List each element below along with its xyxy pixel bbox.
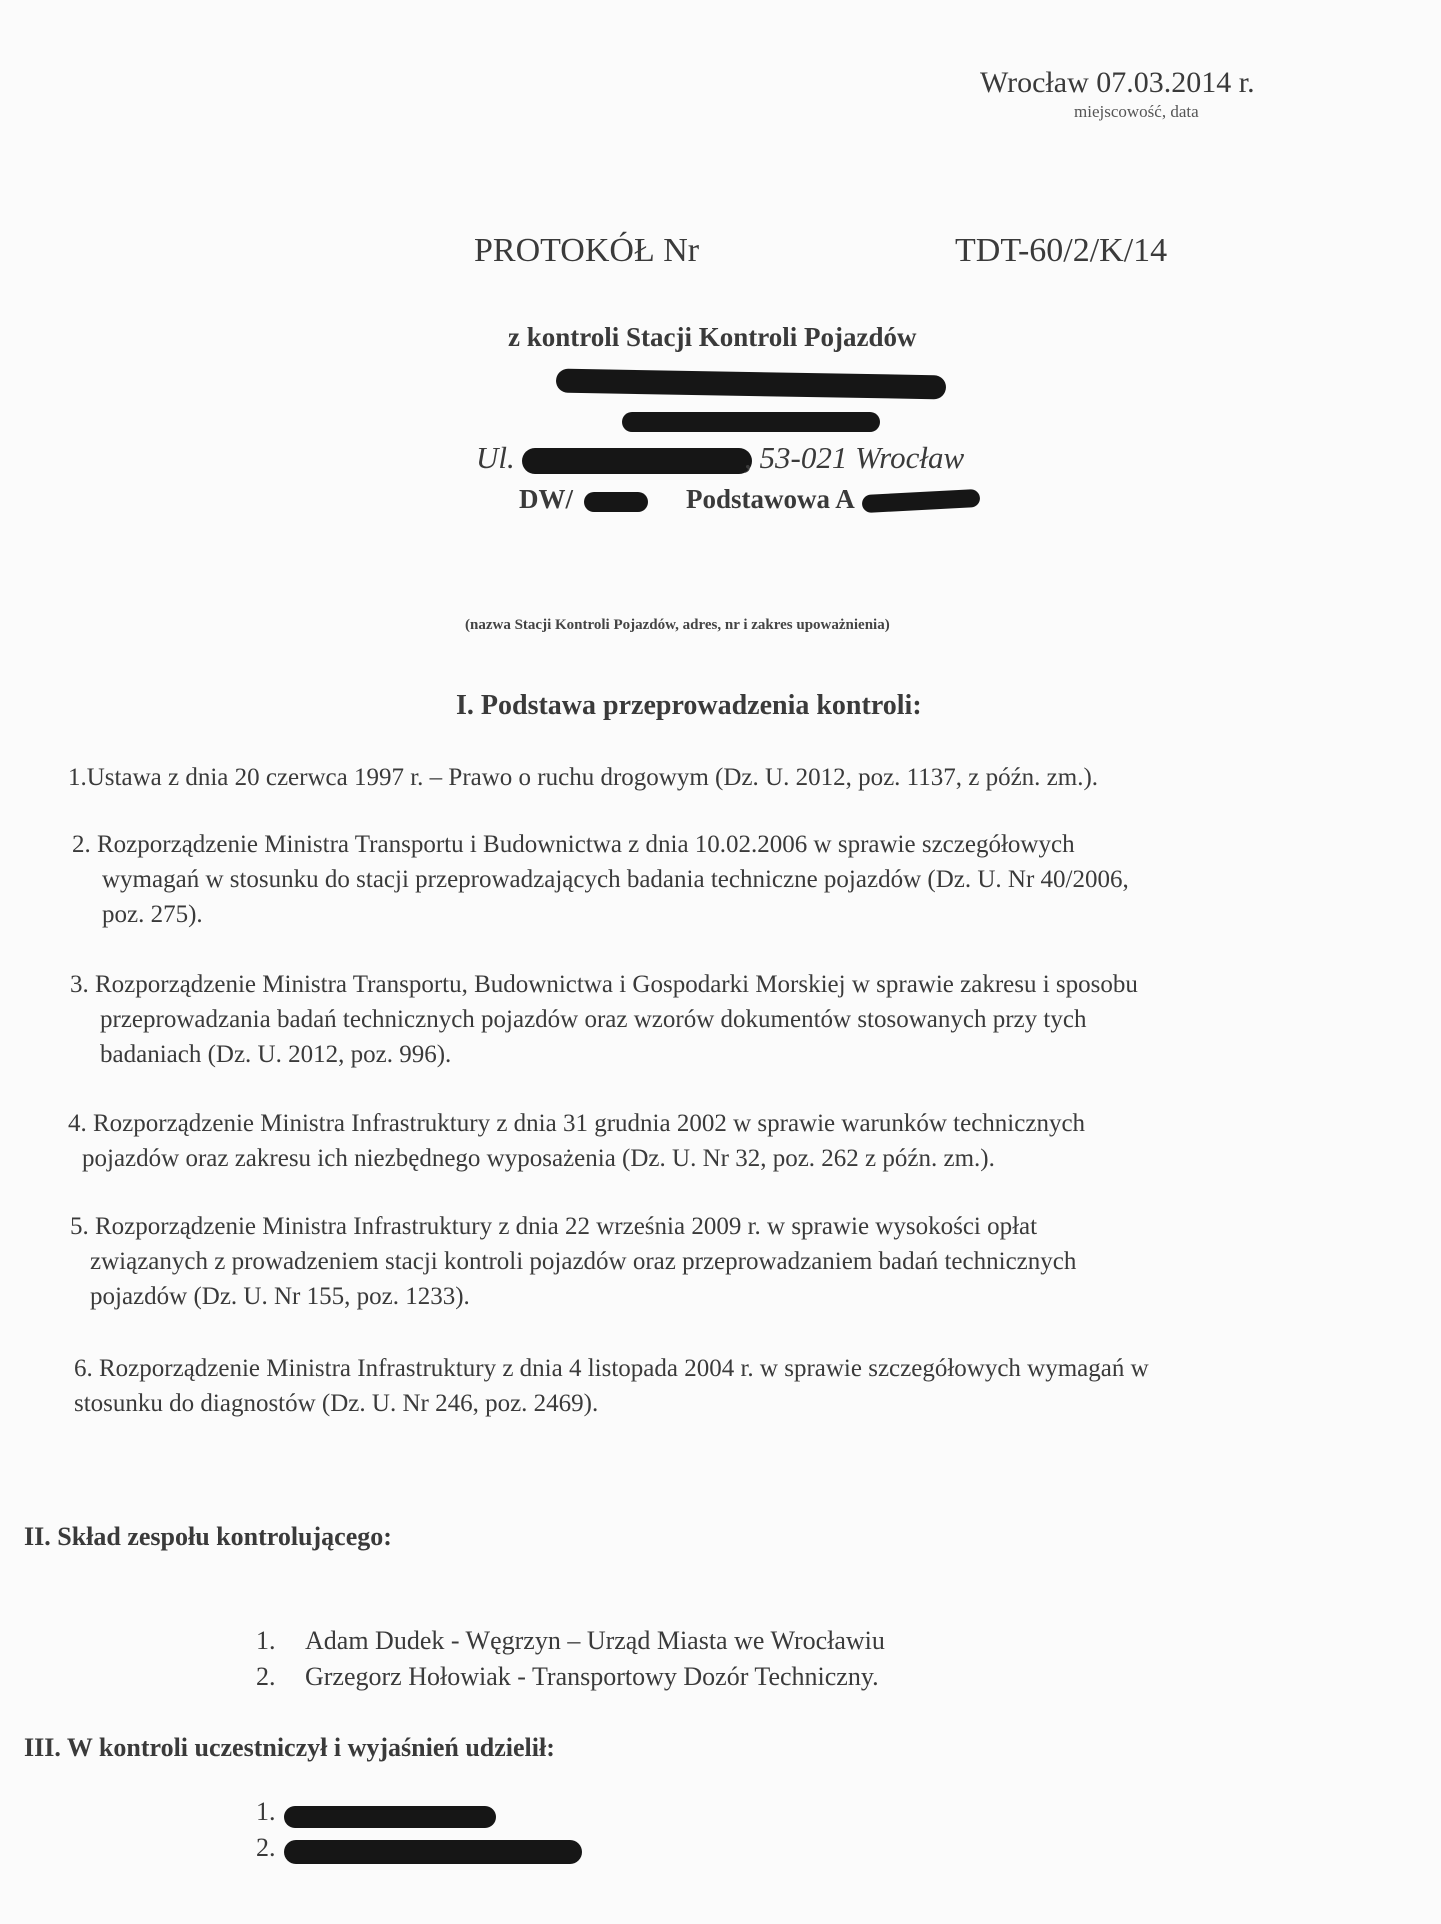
participant-2-number: 2. xyxy=(256,1833,276,1862)
redaction-station-code xyxy=(584,492,648,512)
legal-basis-item-1 xyxy=(68,760,1098,795)
date-caption: miejscowość, data xyxy=(1074,102,1199,121)
legal-basis-item-1-line-1: 1.Ustawa z dnia 20 czerwca 1997 r. – Prawo o ruchu drogowym (Dz. U. 2012, poz. 1137, z późn. zm.). xyxy=(68,764,1099,791)
legal-basis-item-6 xyxy=(74,1351,1149,1421)
redaction-station-scope xyxy=(862,489,981,513)
section-3-heading: III. W kontroli uczestniczył i wyjaśnień udzielił: xyxy=(24,1733,555,1762)
legal-basis-item-3-line-3: badaniach (Dz. U. 2012, poz. 996). xyxy=(100,1041,452,1068)
legal-basis-item-4-line-1: 4. Rozporządzenie Ministra Infrastruktury z dnia 31 grudnia 2002 w sprawie warunków technicznych xyxy=(68,1110,1086,1137)
redaction-participant-1 xyxy=(284,1806,496,1828)
legal-basis-item-5-line-1: 5. Rozporządzenie Ministra Infrastruktury z dnia 22 września 2009 r. w sprawie wysokości opłat xyxy=(70,1213,1038,1240)
station-caption: (nazwa Stacji Kontroli Pojazdów, adres, nr i zakres upoważnienia) xyxy=(465,617,890,633)
legal-basis-item-5-line-3: pojazdów (Dz. U. Nr 155, poz. 1233). xyxy=(90,1283,470,1310)
section-1-heading: I. Podstawa przeprowadzenia kontroli: xyxy=(456,690,922,721)
station-scope: Podstawowa A xyxy=(686,484,855,514)
legal-basis-item-2 xyxy=(72,827,1129,932)
legal-basis-item-2-line-2: wymagań w stosunku do stacji przeprowadzających badania techniczne pojazdów (Dz. U. Nr 40/2006, xyxy=(102,866,1129,893)
legal-basis-item-4-line-2: pojazdów oraz zakresu ich niezbędnego wyposażenia (Dz. U. Nr 32, poz. 262 z późn. zm.). xyxy=(82,1145,995,1172)
station-address-city: , 53-021 Wrocław xyxy=(744,440,965,475)
redaction-station-owner xyxy=(622,412,880,432)
redaction-station-name xyxy=(556,369,946,400)
station-subtitle: z kontroli Stacji Kontroli Pojazdów xyxy=(508,322,917,352)
legal-basis-item-4 xyxy=(68,1106,1085,1176)
participant-1-number: 1. xyxy=(256,1797,276,1826)
legal-basis-item-2-line-1: 2. Rozporządzenie Ministra Transportu i Budownictwa z dnia 10.02.2006 w sprawie szczegółowych xyxy=(72,831,1075,858)
protocol-title: PROTOKÓŁ Nr xyxy=(474,232,700,269)
legal-basis-item-6-line-2: stosunku do diagnostów (Dz. U. Nr 246, poz. 2469). xyxy=(74,1390,599,1417)
legal-basis-item-3-line-2: przeprowadzania badań technicznych pojazdów oraz wzorów dokumentów stosowanych przy tych xyxy=(100,1006,1087,1033)
station-code: DW/ xyxy=(519,484,573,514)
legal-basis-item-2-line-3: poz. 275). xyxy=(102,901,203,928)
legal-basis-item-5 xyxy=(70,1209,1076,1314)
station-address-prefix: Ul. xyxy=(476,440,515,475)
team-member-2: Grzegorz Hołowiak - Transportowy Dozór Techniczny. xyxy=(305,1662,879,1691)
redaction-participant-2 xyxy=(284,1840,582,1864)
team-member-1: Adam Dudek - Węgrzyn – Urząd Miasta we Wrocławiu xyxy=(305,1626,885,1655)
section-2-heading: II. Skład zespołu kontrolującego: xyxy=(24,1522,392,1551)
legal-basis-item-3 xyxy=(70,967,1138,1072)
redaction-street xyxy=(522,448,752,474)
legal-basis-item-6-line-1: 6. Rozporządzenie Ministra Infrastruktury z dnia 4 listopada 2004 r. w sprawie szczegółowych wymagań w xyxy=(74,1355,1149,1382)
protocol-number: TDT-60/2/K/14 xyxy=(955,232,1168,269)
legal-basis-item-3-line-1: 3. Rozporządzenie Ministra Transportu, Budownictwa i Gospodarki Morskiej w sprawie zakresu i sposobu xyxy=(70,971,1138,998)
legal-basis-item-5-line-2: związanych z prowadzeniem stacji kontroli pojazdów oraz przeprowadzaniem badań technicznych xyxy=(90,1248,1077,1275)
team-member-1-number: 1. xyxy=(256,1626,276,1655)
team-member-2-number: 2. xyxy=(256,1662,276,1691)
document-date: Wrocław 07.03.2014 r. xyxy=(980,66,1255,99)
